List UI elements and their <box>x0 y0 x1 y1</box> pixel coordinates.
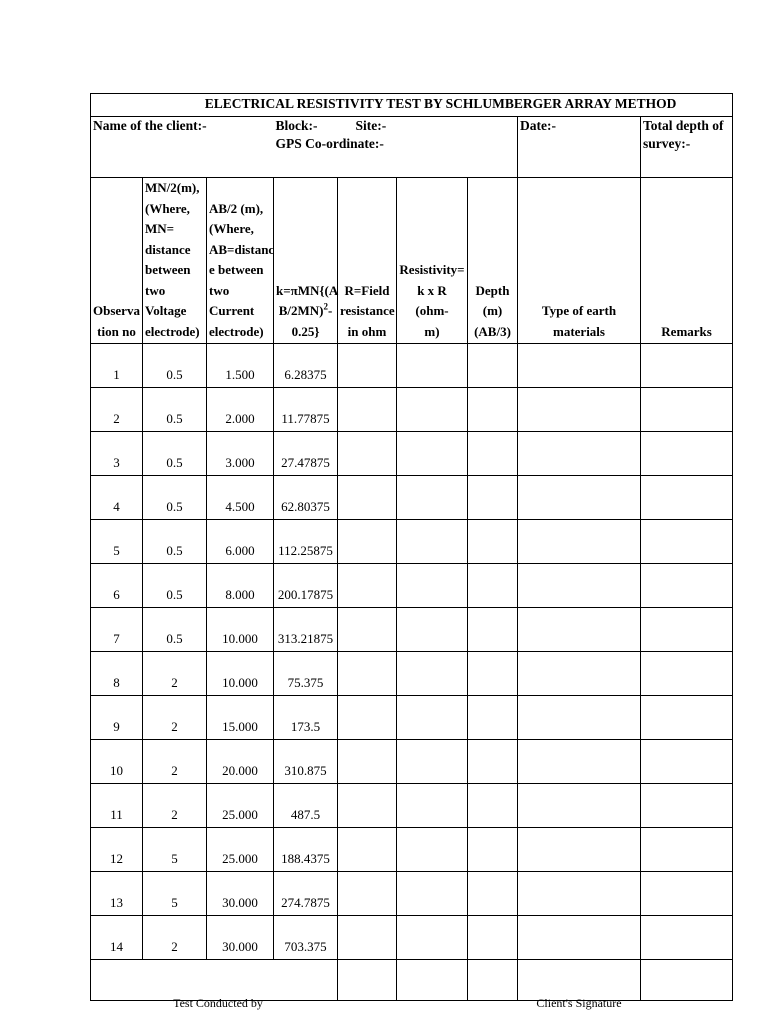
header-field-resistance: R=Field resistance in ohm <box>338 178 397 344</box>
k-factor-cell: 487.5 <box>274 784 338 828</box>
mn-half-cell: 2 <box>143 740 207 784</box>
empty-cell <box>468 344 518 388</box>
empty-cell <box>468 696 518 740</box>
empty-cell <box>641 476 733 520</box>
empty-cell <box>641 872 733 916</box>
empty-cell <box>468 872 518 916</box>
k-factor-cell: 310.875 <box>274 740 338 784</box>
table-row <box>91 564 733 608</box>
empty-cell <box>397 520 468 564</box>
empty-cell <box>338 740 397 784</box>
signature-row <box>91 960 733 1001</box>
header-observation-no: Observa tion no <box>91 178 143 344</box>
empty-cell <box>338 960 397 1001</box>
k-factor-cell: 313.21875 <box>274 608 338 652</box>
empty-cell <box>397 828 468 872</box>
empty-cell <box>641 388 733 432</box>
empty-cell <box>397 784 468 828</box>
k-factor-cell: 112.25875 <box>274 520 338 564</box>
header-resistivity: Resistivity= k x R (ohm- m) <box>397 178 468 344</box>
mn-half-cell: 2 <box>143 696 207 740</box>
header-k-factor: k=πMN{(A B/2MN)$^2$- 0.25} <box>274 178 338 344</box>
test-conducted-by-cell: Test Conducted by <box>91 960 338 1001</box>
empty-cell <box>518 432 641 476</box>
empty-cell <box>641 608 733 652</box>
empty-cell <box>397 564 468 608</box>
k-factor-cell: 173.5 <box>274 696 338 740</box>
empty-cell <box>641 784 733 828</box>
empty-cell <box>468 740 518 784</box>
resistivity-test-sheet <box>90 93 732 1010</box>
mn-half-cell: 0.5 <box>143 608 207 652</box>
empty-cell <box>397 872 468 916</box>
table-row <box>91 916 733 960</box>
observation-no-cell: 2 <box>91 388 143 432</box>
k-factor-cell: 62.80375 <box>274 476 338 520</box>
header-mn-half: MN/2(m), (Where, MN= distance between two Voltage electrode) <box>143 178 207 344</box>
empty-cell <box>468 608 518 652</box>
client-name-label: Name of the client:- <box>91 117 274 178</box>
empty-cell <box>518 872 641 916</box>
empty-cell <box>338 784 397 828</box>
observation-no-cell: 8 <box>91 652 143 696</box>
table-row <box>91 784 733 828</box>
block-site-gps-cell <box>274 117 518 178</box>
observation-no-cell: 3 <box>91 432 143 476</box>
empty-cell <box>468 828 518 872</box>
k-factor-cell: 75.375 <box>274 652 338 696</box>
empty-cell <box>468 388 518 432</box>
table-row <box>91 344 733 388</box>
mn-half-cell: 0.5 <box>143 476 207 520</box>
empty-cell <box>641 652 733 696</box>
header-earth-material: Type of earth materials <box>518 178 641 344</box>
mn-half-cell: 2 <box>143 652 207 696</box>
ab-half-cell: 10.000 <box>207 608 274 652</box>
mn-half-cell: 0.5 <box>143 520 207 564</box>
empty-cell <box>518 388 641 432</box>
empty-cell <box>338 432 397 476</box>
column-header-row <box>91 178 733 344</box>
k-factor-cell: 200.17875 <box>274 564 338 608</box>
empty-cell <box>468 960 518 1001</box>
empty-cell <box>338 608 397 652</box>
observation-no-cell: 4 <box>91 476 143 520</box>
empty-cell <box>641 740 733 784</box>
table-row <box>91 388 733 432</box>
empty-cell <box>468 564 518 608</box>
empty-cell <box>518 740 641 784</box>
k-factor-cell: 27.47875 <box>274 432 338 476</box>
table-row <box>91 872 733 916</box>
resistivity-table <box>90 93 733 1010</box>
empty-cell <box>641 564 733 608</box>
empty-cell <box>338 872 397 916</box>
empty-cell <box>338 696 397 740</box>
header-ab-half: AB/2 (m), (Where, AB=distanc e between two Current electrode) <box>207 178 274 344</box>
observation-no-cell: 12 <box>91 828 143 872</box>
empty-cell <box>641 916 733 960</box>
empty-cell <box>397 608 468 652</box>
empty-cell <box>397 432 468 476</box>
table-row <box>91 652 733 696</box>
empty-cell <box>468 476 518 520</box>
mn-half-cell: 2 <box>143 916 207 960</box>
ab-half-cell: 1.500 <box>207 344 274 388</box>
table-row <box>91 740 733 784</box>
empty-cell <box>397 960 468 1001</box>
observation-no-cell: 6 <box>91 564 143 608</box>
table-row <box>91 476 733 520</box>
empty-cell <box>338 344 397 388</box>
empty-cell <box>641 520 733 564</box>
empty-cell <box>338 916 397 960</box>
table-row <box>91 520 733 564</box>
observation-no-cell: 5 <box>91 520 143 564</box>
table-row <box>91 828 733 872</box>
empty-cell <box>397 696 468 740</box>
ab-half-cell: 20.000 <box>207 740 274 784</box>
mn-half-cell: 5 <box>143 828 207 872</box>
empty-cell <box>641 432 733 476</box>
empty-cell <box>518 652 641 696</box>
ab-half-cell: 8.000 <box>207 564 274 608</box>
gps-coordinate-label: GPS Co-ordinate:- <box>275 136 384 151</box>
ab-half-cell: 2.000 <box>207 388 274 432</box>
mn-half-cell: 0.5 <box>143 564 207 608</box>
empty-cell <box>338 652 397 696</box>
site-label: Site:- <box>355 118 387 133</box>
empty-cell <box>397 652 468 696</box>
empty-cell <box>468 916 518 960</box>
k-factor-cell: 11.77875 <box>274 388 338 432</box>
ab-half-cell: 3.000 <box>207 432 274 476</box>
mn-half-cell: 2 <box>143 784 207 828</box>
mn-half-cell: 0.5 <box>143 432 207 476</box>
empty-cell <box>641 828 733 872</box>
empty-cell <box>518 916 641 960</box>
empty-cell <box>468 520 518 564</box>
ab-half-cell: 25.000 <box>207 784 274 828</box>
empty-cell <box>518 828 641 872</box>
empty-cell <box>397 344 468 388</box>
table-row <box>91 432 733 476</box>
empty-cell <box>338 520 397 564</box>
table-row <box>91 696 733 740</box>
ab-half-cell: 30.000 <box>207 872 274 916</box>
header-depth: Depth (m) (AB/3) <box>468 178 518 344</box>
ab-half-cell: 30.000 <box>207 916 274 960</box>
total-depth-label: Total depth of survey:- <box>641 117 733 178</box>
ab-half-cell: 10.000 <box>207 652 274 696</box>
empty-cell <box>468 432 518 476</box>
client-signature-cell: Client's Signature <box>518 960 641 1001</box>
observation-no-cell: 9 <box>91 696 143 740</box>
observation-no-cell: 10 <box>91 740 143 784</box>
table-row <box>91 608 733 652</box>
mn-half-cell: 0.5 <box>143 344 207 388</box>
empty-cell <box>518 344 641 388</box>
empty-cell <box>338 388 397 432</box>
ab-half-cell: 4.500 <box>207 476 274 520</box>
empty-cell <box>397 388 468 432</box>
ab-half-cell: 15.000 <box>207 696 274 740</box>
empty-cell <box>518 564 641 608</box>
observation-no-cell: 14 <box>91 916 143 960</box>
empty-cell <box>397 740 468 784</box>
empty-cell <box>641 344 733 388</box>
empty-cell <box>518 784 641 828</box>
observation-no-cell: 1 <box>91 344 143 388</box>
header-remarks: Remarks <box>641 178 733 344</box>
k-factor-cell: 6.28375 <box>274 344 338 388</box>
empty-cell <box>338 564 397 608</box>
observation-no-cell: 13 <box>91 872 143 916</box>
k-factor-cell: 703.375 <box>274 916 338 960</box>
observation-no-cell: 11 <box>91 784 143 828</box>
mn-half-cell: 5 <box>143 872 207 916</box>
k-factor-cell: 274.7875 <box>274 872 338 916</box>
empty-cell <box>338 828 397 872</box>
k-factor-cell: 188.4375 <box>274 828 338 872</box>
empty-cell <box>641 696 733 740</box>
empty-cell <box>518 696 641 740</box>
block-label: Block:- <box>275 118 318 133</box>
empty-cell <box>641 960 733 1001</box>
observation-no-cell: 7 <box>91 608 143 652</box>
empty-cell <box>468 652 518 696</box>
empty-cell <box>468 784 518 828</box>
mn-half-cell: 0.5 <box>143 388 207 432</box>
ab-half-cell: 25.000 <box>207 828 274 872</box>
empty-cell <box>518 520 641 564</box>
date-label: Date:- <box>518 117 641 178</box>
page-title: ELECTRICAL RESISTIVITY TEST BY SCHLUMBERGER ARRAY METHOD <box>91 94 733 117</box>
empty-cell <box>518 476 641 520</box>
empty-cell <box>397 476 468 520</box>
ab-half-cell: 6.000 <box>207 520 274 564</box>
empty-cell <box>397 916 468 960</box>
empty-cell <box>338 476 397 520</box>
empty-cell <box>518 608 641 652</box>
